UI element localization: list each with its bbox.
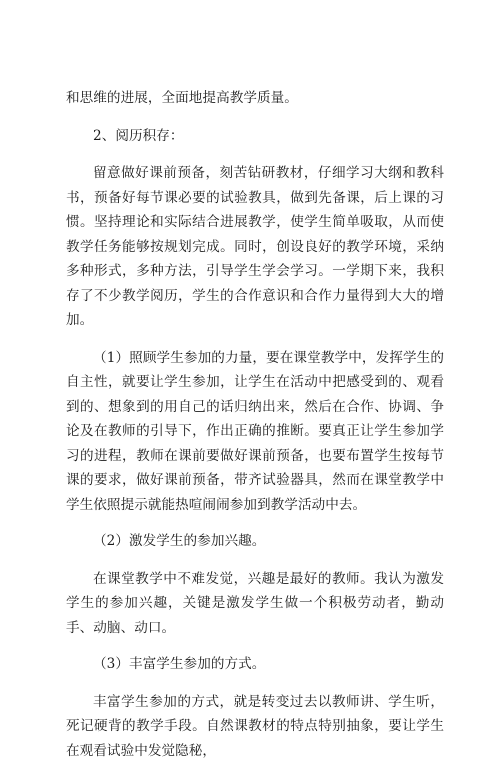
section-heading-experience: 2、阅历积存： (66, 124, 444, 149)
paragraph-methods: 丰富学生参加的方式，就是转变过去以教师讲、学生听，死记硬背的教学手段。自然课教材的特点特别抽象，要让学生在观看试验中发觉隐秘， (66, 690, 444, 763)
subheading-point-2: （2）激发学生的参加兴趣。 (66, 529, 444, 554)
paragraph-interest: 在课堂教学中不难发觉，兴趣是最好的教师。我认为激发学生的参加兴趣，关键是激发学生做一个积极劳动者，勤动手、动脑、动口。 (66, 567, 444, 641)
paragraph-preparation: 留意做好课前预备，刻苦钻研教材，仔细学习大纲和教科书，预备好每节课必要的试验教具，做到先备课，后上课的习惯。坚持理论和实际结合进展教学，使学生简单吸取，从而使教学任务能够按规划完成。同时，创设良好的教学环境，采纳多种形式，多种方法，引导学生学会学习。一学期下来，我积存了不少教学阅历，学生的合作意识和合作力量得到大大的增加。 (66, 161, 444, 333)
paragraph-intro-line: 和思维的进展，全面地提高教学质量。 (66, 86, 444, 111)
paragraph-point-1: （1）照顾学生参加的力量，要在课堂教学中，发挥学生的自主性，就要让学生参加，让学生在活动中把感受到的、观看到的、想象到的用自己的话归纳出来，然后在合作、协调、争论及在教师的引导下，作出正确的推断。要真正让学生参加学习的进程，教师在课前要做好课前预备，也要布置学生按每节课的要求，做好课前预备，带齐试验器具，然而在课堂教学中学生依照提示就能热喧闹闹参加到教学活动中去。 (66, 346, 444, 518)
document-body (66, 86, 444, 763)
subheading-point-3: （3）丰富学生参加的方式。 (66, 652, 444, 677)
